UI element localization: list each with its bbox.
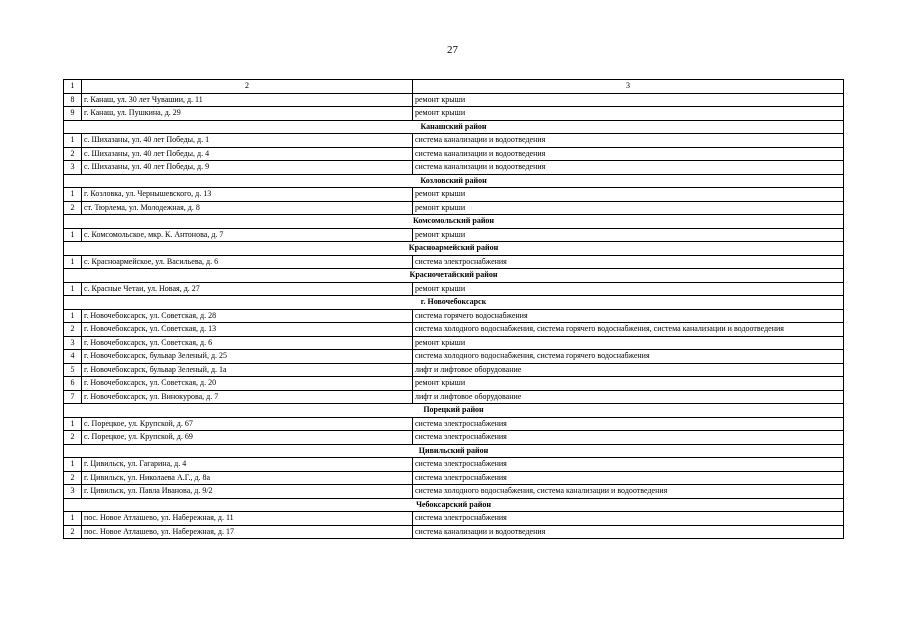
section-title: Канашский район [64, 120, 844, 134]
row-work-type: система канализации и водоотведения [413, 161, 844, 175]
section-title: Красноармейский район [64, 242, 844, 256]
row-address: г. Новочебоксарск, ул. Советская, д. 20 [82, 377, 413, 391]
section-row [64, 174, 844, 188]
row-number: 8 [64, 93, 82, 107]
table-row [64, 431, 844, 445]
header-col-3: 3 [413, 80, 844, 94]
section-title: г. Новочебоксарск [64, 296, 844, 310]
table-row [64, 323, 844, 337]
row-number: 9 [64, 107, 82, 121]
table-row [64, 485, 844, 499]
row-number: 1 [64, 255, 82, 269]
row-work-type: система горячего водоснабжения [413, 309, 844, 323]
row-work-type: система электроснабжения [413, 431, 844, 445]
row-work-type: ремонт крыши [413, 228, 844, 242]
table-row [64, 161, 844, 175]
row-work-type: система холодного водоснабжения, система канализации и водоотведения [413, 485, 844, 499]
row-work-type: система канализации и водоотведения [413, 134, 844, 148]
row-number: 7 [64, 390, 82, 404]
page-number: 27 [447, 44, 458, 56]
row-address: с. Красноармейское, ул. Васильева, д. 6 [82, 255, 413, 269]
row-address: г. Цивильск, ул. Павла Иванова, д. 9/2 [82, 485, 413, 499]
row-work-type: система электроснабжения [413, 471, 844, 485]
row-address: г. Козловка, ул. Чернышевского, д. 13 [82, 188, 413, 202]
header-row [64, 80, 844, 94]
row-address: с. Порецкое, ул. Крупской, д. 67 [82, 417, 413, 431]
row-work-type: ремонт крыши [413, 188, 844, 202]
row-address: пос. Новое Атлашево, ул. Набережная, д. 11 [82, 512, 413, 526]
row-work-type: система электроснабжения [413, 458, 844, 472]
repair-table [63, 79, 844, 539]
section-row [64, 215, 844, 229]
row-work-type: система канализации и водоотведения [413, 147, 844, 161]
row-address: с. Шихазаны, ул. 40 лет Победы, д. 1 [82, 134, 413, 148]
row-number: 1 [64, 458, 82, 472]
table-row [64, 134, 844, 148]
row-number: 5 [64, 363, 82, 377]
row-work-type: система электроснабжения [413, 417, 844, 431]
row-work-type: система холодного водоснабжения, система горячего водоснабжения, система канализации и водоотведения [413, 323, 844, 337]
table-row [64, 282, 844, 296]
row-number: 1 [64, 188, 82, 202]
row-number: 1 [64, 228, 82, 242]
row-work-type: ремонт крыши [413, 201, 844, 215]
row-address: г. Цивильск, ул. Гагарина, д. 4 [82, 458, 413, 472]
row-work-type: ремонт крыши [413, 336, 844, 350]
row-address: г. Канаш, ул. Пушкина, д. 29 [82, 107, 413, 121]
row-number: 3 [64, 161, 82, 175]
row-number: 1 [64, 512, 82, 526]
table-row [64, 512, 844, 526]
row-address: г. Новочебоксарск, бульвар Зеленый, д. 25 [82, 350, 413, 364]
row-address: пос. Новое Атлашево, ул. Набережная, д. 17 [82, 525, 413, 539]
row-work-type: лифт и лифтовое оборудование [413, 390, 844, 404]
row-number: 2 [64, 147, 82, 161]
header-col-1: 1 [64, 80, 82, 94]
table-row [64, 255, 844, 269]
row-address: ст. Тюрлема, ул. Молодежная, д. 8 [82, 201, 413, 215]
section-row [64, 120, 844, 134]
row-work-type: ремонт крыши [413, 282, 844, 296]
row-work-type: система канализации и водоотведения [413, 525, 844, 539]
row-address: г. Новочебоксарск, ул. Советская, д. 6 [82, 336, 413, 350]
section-title: Комсомольский район [64, 215, 844, 229]
row-number: 2 [64, 471, 82, 485]
section-title: Порецкий район [64, 404, 844, 418]
table-row [64, 147, 844, 161]
section-title: Красночетайский район [64, 269, 844, 283]
table-row [64, 350, 844, 364]
row-number: 3 [64, 485, 82, 499]
row-number: 2 [64, 525, 82, 539]
section-row [64, 498, 844, 512]
row-number: 1 [64, 309, 82, 323]
table-row [64, 93, 844, 107]
table-row [64, 458, 844, 472]
row-address: г. Новочебоксарск, ул. Советская, д. 13 [82, 323, 413, 337]
row-address: г. Новочебоксарск, бульвар Зеленый, д. 1а [82, 363, 413, 377]
table-row [64, 363, 844, 377]
row-number: 1 [64, 134, 82, 148]
table-row [64, 471, 844, 485]
table-row [64, 188, 844, 202]
row-address: г. Канаш, ул. 30 лет Чувашии, д. 11 [82, 93, 413, 107]
section-title: Цивильский район [64, 444, 844, 458]
row-work-type: ремонт крыши [413, 93, 844, 107]
row-address: с. Комсомольское, мкр. К. Антонова, д. 7 [82, 228, 413, 242]
row-number: 2 [64, 323, 82, 337]
row-number: 2 [64, 431, 82, 445]
row-address: с. Шихазаны, ул. 40 лет Победы, д. 4 [82, 147, 413, 161]
section-title: Козловский район [64, 174, 844, 188]
row-work-type: лифт и лифтовое оборудование [413, 363, 844, 377]
row-address: г. Цивильск, ул. Николаева А.Г., д. 8а [82, 471, 413, 485]
table-row [64, 525, 844, 539]
section-row [64, 404, 844, 418]
row-number: 6 [64, 377, 82, 391]
section-title: Чебоксарский район [64, 498, 844, 512]
table-row [64, 201, 844, 215]
row-work-type: ремонт крыши [413, 377, 844, 391]
row-number: 2 [64, 201, 82, 215]
row-address: г. Новочебоксарск, ул. Советская, д. 28 [82, 309, 413, 323]
row-number: 1 [64, 282, 82, 296]
row-address: г. Новочебоксарск, ул. Винокурова, д. 7 [82, 390, 413, 404]
table-row [64, 309, 844, 323]
row-address: с. Шихазаны, ул. 40 лет Победы, д. 9 [82, 161, 413, 175]
section-row [64, 269, 844, 283]
row-work-type: система электроснабжения [413, 512, 844, 526]
row-address: с. Красные Четаи, ул. Новая, д. 27 [82, 282, 413, 296]
table-row [64, 228, 844, 242]
row-work-type: система холодного водоснабжения, система горячего водоснабжения [413, 350, 844, 364]
row-work-type: ремонт крыши [413, 107, 844, 121]
table-row [64, 107, 844, 121]
table-row [64, 417, 844, 431]
table-row [64, 377, 844, 391]
section-row [64, 444, 844, 458]
row-number: 1 [64, 417, 82, 431]
row-number: 3 [64, 336, 82, 350]
row-work-type: система электроснабжения [413, 255, 844, 269]
row-number: 4 [64, 350, 82, 364]
section-row [64, 296, 844, 310]
section-row [64, 242, 844, 256]
row-address: с. Порецкое, ул. Крупской, д. 69 [82, 431, 413, 445]
table-row [64, 390, 844, 404]
table-body [64, 80, 844, 539]
table-row [64, 336, 844, 350]
header-col-2: 2 [82, 80, 413, 94]
